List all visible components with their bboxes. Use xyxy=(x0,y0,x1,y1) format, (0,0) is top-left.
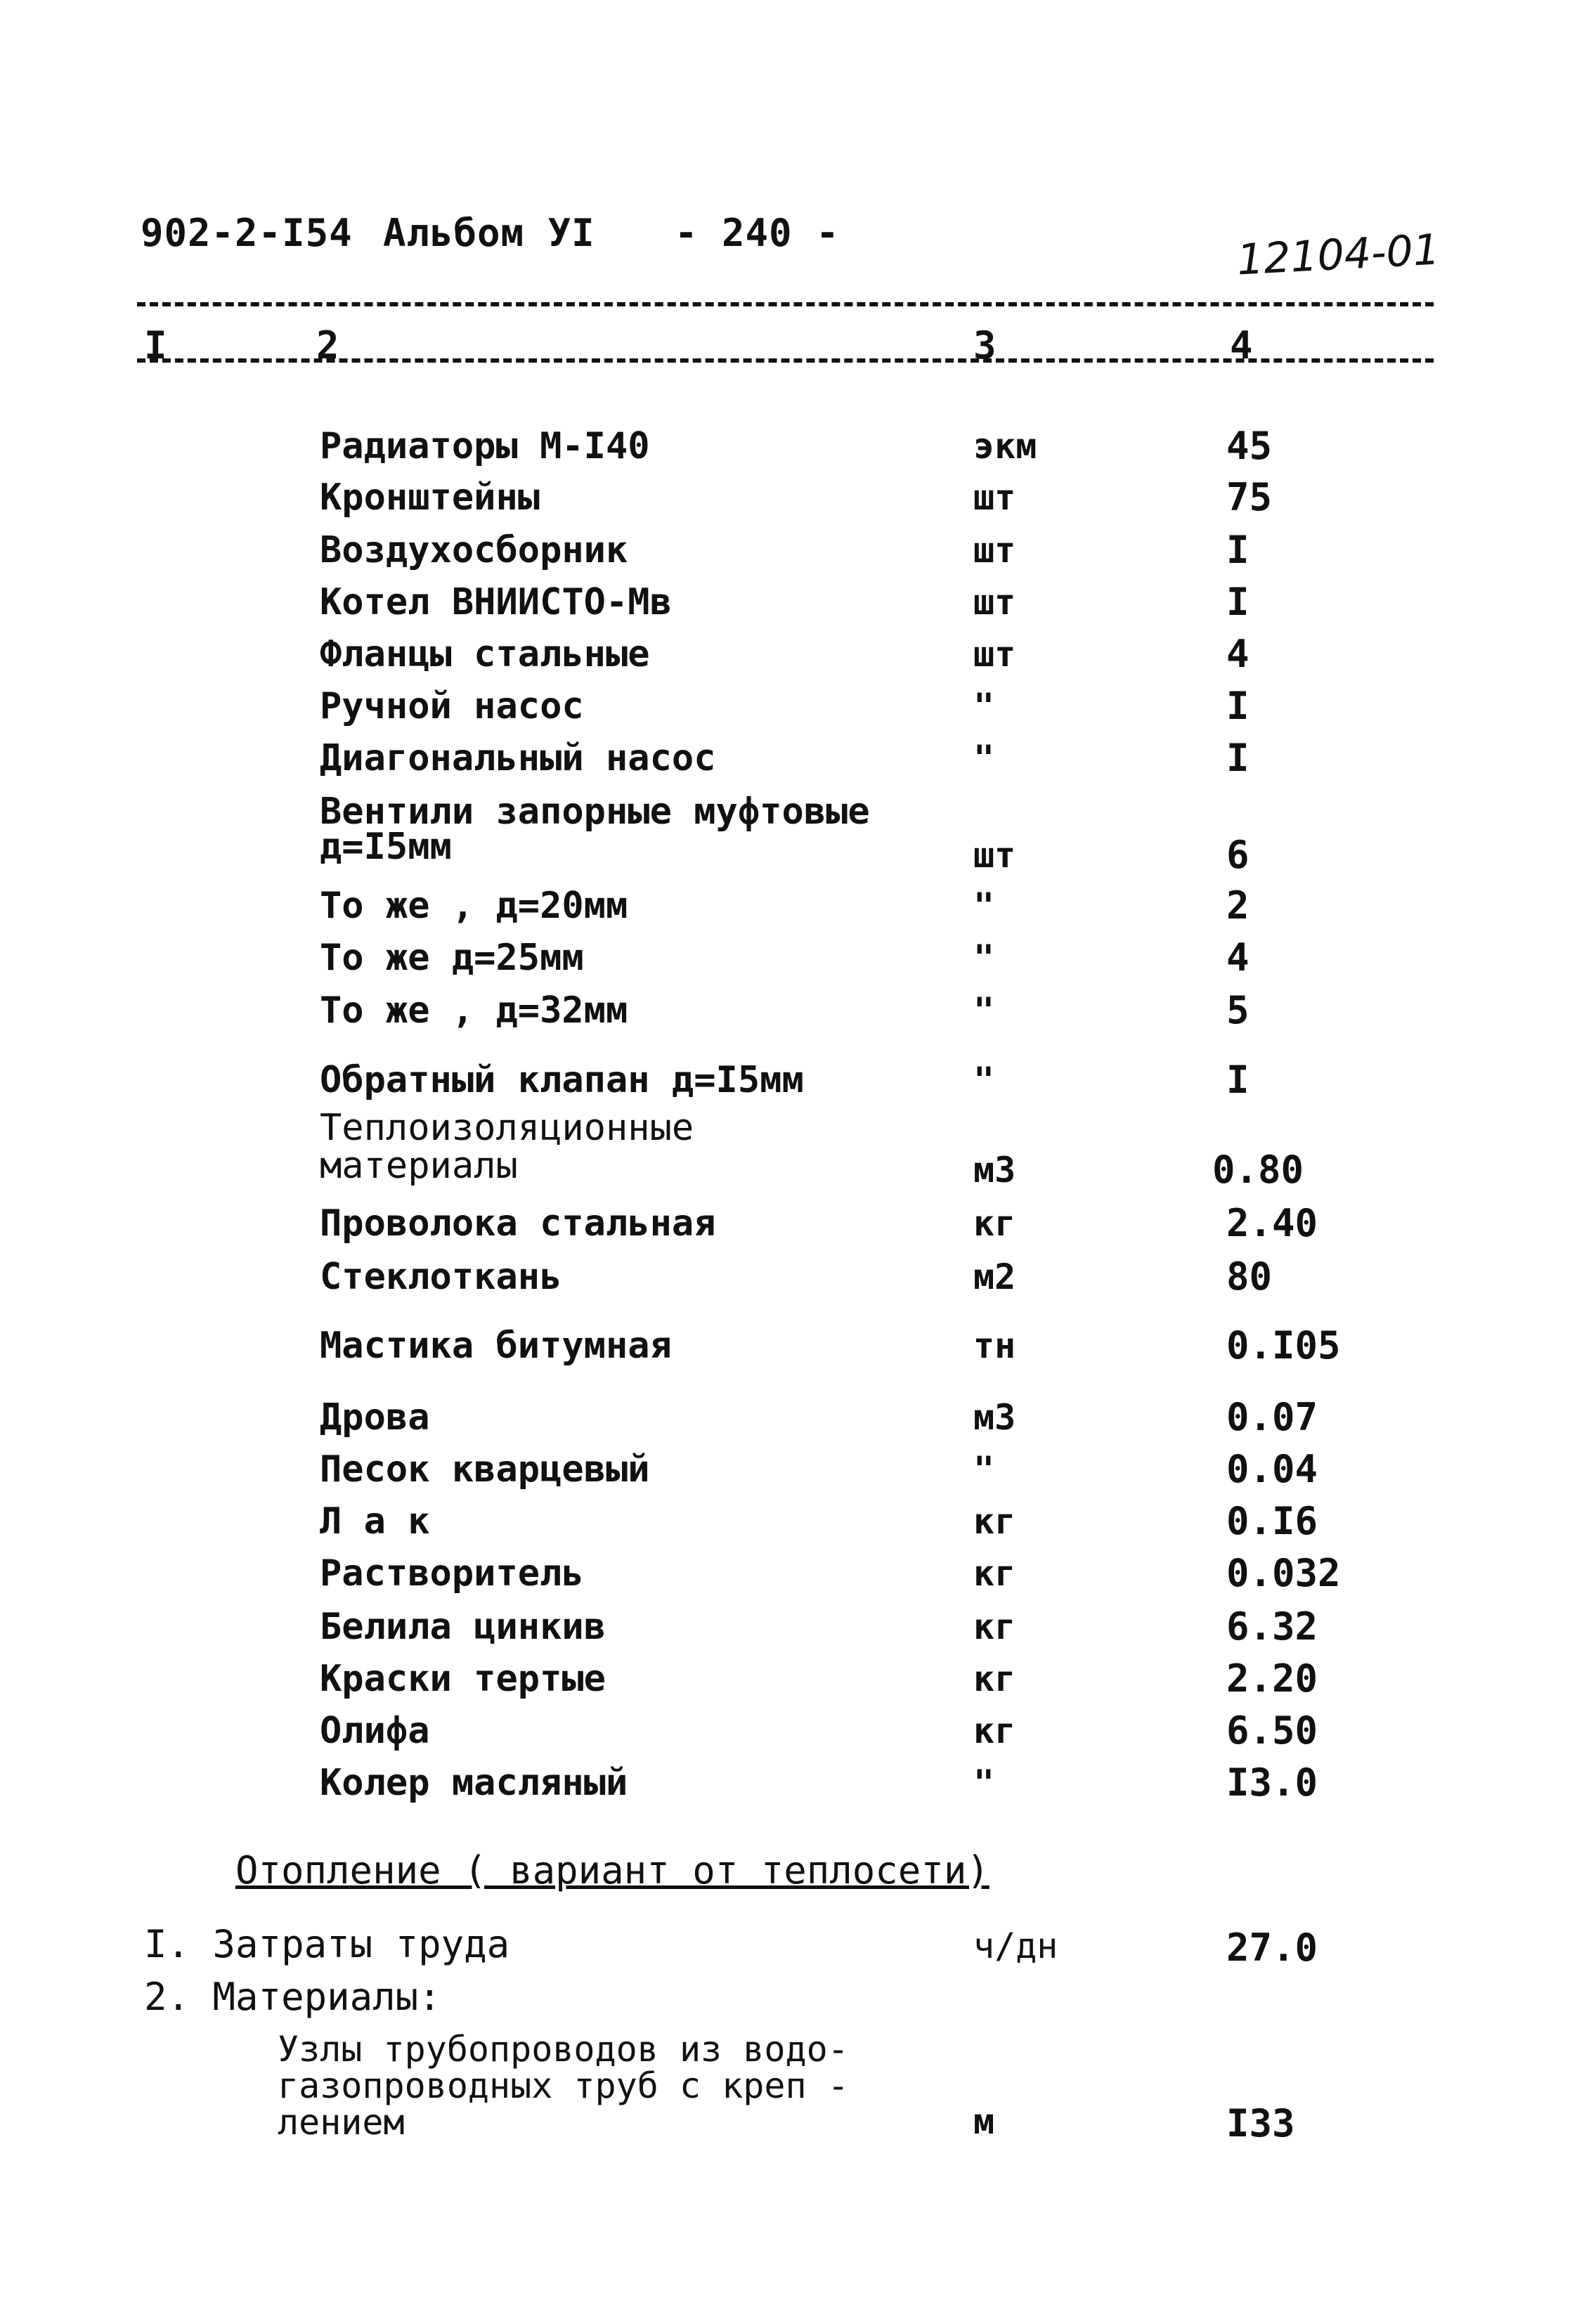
dashed-rule-bottom xyxy=(137,358,1434,363)
material-qty: 80 xyxy=(1226,1254,1273,1299)
material-qty: I xyxy=(1226,736,1250,780)
material-name: Л а к xyxy=(320,1500,430,1543)
pipe-assembly-line-1: Узлы трубопроводов из водо- xyxy=(278,2029,849,2070)
material-name: Диагональный насос xyxy=(320,737,716,779)
column-number-4: 4 xyxy=(1230,323,1253,368)
material-qty: 0.80 xyxy=(1212,1148,1304,1192)
material-name: Стеклоткань xyxy=(320,1256,562,1298)
ditto-mark: " xyxy=(973,937,995,978)
material-qty: I3.0 xyxy=(1226,1760,1318,1805)
material-name: Обратный клапан д=I5мм xyxy=(320,1059,804,1101)
table-row xyxy=(0,1395,1577,1449)
material-unit: кг xyxy=(973,1501,1016,1542)
column-number-1: I xyxy=(144,323,167,368)
material-qty: 2 xyxy=(1226,883,1250,928)
material-name: Кронштейны xyxy=(320,476,540,519)
table-row xyxy=(0,1201,1577,1255)
material-qty: I xyxy=(1226,684,1250,728)
page-number: - 240 - xyxy=(675,211,840,255)
material-qty: 4 xyxy=(1226,935,1250,980)
labor-costs-label: I. Затраты труда xyxy=(144,1922,510,1966)
table-row xyxy=(0,1107,1577,1202)
material-qty: 0.I05 xyxy=(1226,1323,1341,1368)
table-row xyxy=(0,1708,1577,1763)
material-name: Песок кварцевый xyxy=(320,1448,650,1491)
material-qty: I xyxy=(1226,528,1250,572)
material-qty: 4 xyxy=(1226,632,1250,676)
labor-costs-qty: 27.0 xyxy=(1226,1926,1318,1970)
ditto-mark: " xyxy=(973,738,995,779)
materials-label: 2. Материалы: xyxy=(144,1975,441,2019)
material-unit: тн xyxy=(973,1325,1016,1366)
material-qty: 5 xyxy=(1226,988,1250,1032)
ditto-mark: " xyxy=(973,1060,995,1101)
material-unit: кг xyxy=(973,1553,1016,1594)
material-unit: кг xyxy=(973,1710,1016,1751)
material-qty: 75 xyxy=(1226,475,1273,519)
table-row xyxy=(0,736,1577,790)
material-unit: м3 xyxy=(973,1150,1016,1190)
material-name: Мастика битумная xyxy=(320,1325,672,1367)
table-row xyxy=(0,1254,1577,1309)
material-qty: 45 xyxy=(1226,424,1273,468)
column-number-2: 2 xyxy=(316,323,339,368)
ditto-mark: " xyxy=(973,990,995,1031)
table-row xyxy=(0,684,1577,738)
document-code: 902-2-I54 xyxy=(141,211,353,255)
material-name: То же , д=20мм xyxy=(320,885,628,927)
table-row xyxy=(0,791,1577,887)
table-row xyxy=(0,1604,1577,1658)
material-unit: кг xyxy=(973,1606,1016,1647)
material-unit: шт xyxy=(973,582,1016,623)
material-unit: кг xyxy=(973,1658,1016,1699)
table-row xyxy=(0,988,1577,1042)
material-name: Ручной насос xyxy=(320,685,584,727)
material-name: Фланцы стальные xyxy=(320,633,650,675)
table-row xyxy=(0,1058,1577,1112)
table-row xyxy=(0,632,1577,686)
table-row xyxy=(0,475,1577,529)
section-heading: Отопление ( вариант от теплосети) xyxy=(235,1848,989,1893)
material-name-cont: д=I5мм xyxy=(320,826,452,868)
table-row xyxy=(0,1760,1577,1815)
material-name: Краски тертые xyxy=(320,1658,606,1700)
material-name: То же д=25мм xyxy=(320,937,584,979)
handwritten-number: 12104-01 xyxy=(1235,225,1441,285)
material-name: Теплоизоляционные xyxy=(320,1107,694,1149)
material-name: Радиаторы М-I40 xyxy=(320,425,650,467)
material-unit: шт xyxy=(973,530,1016,571)
material-qty: 0.04 xyxy=(1226,1447,1318,1491)
material-qty: 6.50 xyxy=(1226,1708,1318,1753)
material-unit: экм xyxy=(973,426,1037,467)
ditto-mark: " xyxy=(973,885,995,926)
material-qty: 6.32 xyxy=(1226,1604,1318,1649)
table-row xyxy=(0,424,1577,478)
table-row xyxy=(0,580,1577,634)
material-name: Проволока стальная xyxy=(320,1202,716,1245)
material-name: Котел ВНИИСТО-Мв xyxy=(320,581,672,623)
material-qty: 2.20 xyxy=(1226,1656,1318,1701)
material-unit: м3 xyxy=(973,1397,1016,1438)
material-name: Белила цинкив xyxy=(320,1606,606,1648)
table-row xyxy=(0,1656,1577,1710)
ditto-mark: " xyxy=(973,1449,995,1490)
material-unit: шт xyxy=(973,477,1016,518)
table-row xyxy=(0,1551,1577,1605)
material-name: То же , д=32мм xyxy=(320,989,628,1032)
table-row xyxy=(0,528,1577,582)
material-qty: I xyxy=(1226,580,1250,624)
material-name: Колер масляный xyxy=(320,1762,628,1804)
material-qty: 0.I6 xyxy=(1226,1499,1318,1543)
table-row xyxy=(0,1323,1577,1377)
table-row xyxy=(0,1499,1577,1553)
pipe-assembly-qty: I33 xyxy=(1226,2101,1295,2146)
pipe-assembly-description xyxy=(278,2031,849,2141)
material-qty: 2.40 xyxy=(1226,1201,1318,1245)
material-unit: шт xyxy=(973,634,1016,675)
material-unit: кг xyxy=(973,1203,1016,1244)
material-name: Растворитель xyxy=(320,1552,584,1595)
material-unit: шт xyxy=(973,835,1016,876)
pipe-assembly-unit: м xyxy=(973,2101,995,2142)
ditto-mark: " xyxy=(973,686,995,727)
material-name: Вентили запорные муфтовые xyxy=(320,791,870,833)
material-name: Дрова xyxy=(320,1396,430,1439)
album-label: Альбом УI xyxy=(383,211,595,255)
pipe-assembly-line-3: лением xyxy=(278,2102,405,2143)
table-row xyxy=(0,883,1577,937)
column-number-3: 3 xyxy=(973,323,997,368)
ditto-mark: " xyxy=(973,1763,995,1803)
material-qty: 0.032 xyxy=(1226,1551,1341,1595)
labor-costs-unit: ч/дн xyxy=(973,1926,1058,1966)
table-row xyxy=(0,935,1577,989)
material-qty: I xyxy=(1226,1058,1250,1102)
table-row xyxy=(0,1447,1577,1501)
material-qty: 6 xyxy=(1226,833,1250,877)
material-name: Олифа xyxy=(320,1710,430,1752)
dashed-rule-top xyxy=(137,302,1434,306)
material-name: Воздухосборник xyxy=(320,529,628,571)
material-qty: 0.07 xyxy=(1226,1395,1318,1439)
pipe-assembly-line-2: газопроводных труб с креп - xyxy=(278,2065,849,2106)
material-name-cont: материалы xyxy=(320,1145,518,1187)
material-unit: м2 xyxy=(973,1257,1016,1297)
